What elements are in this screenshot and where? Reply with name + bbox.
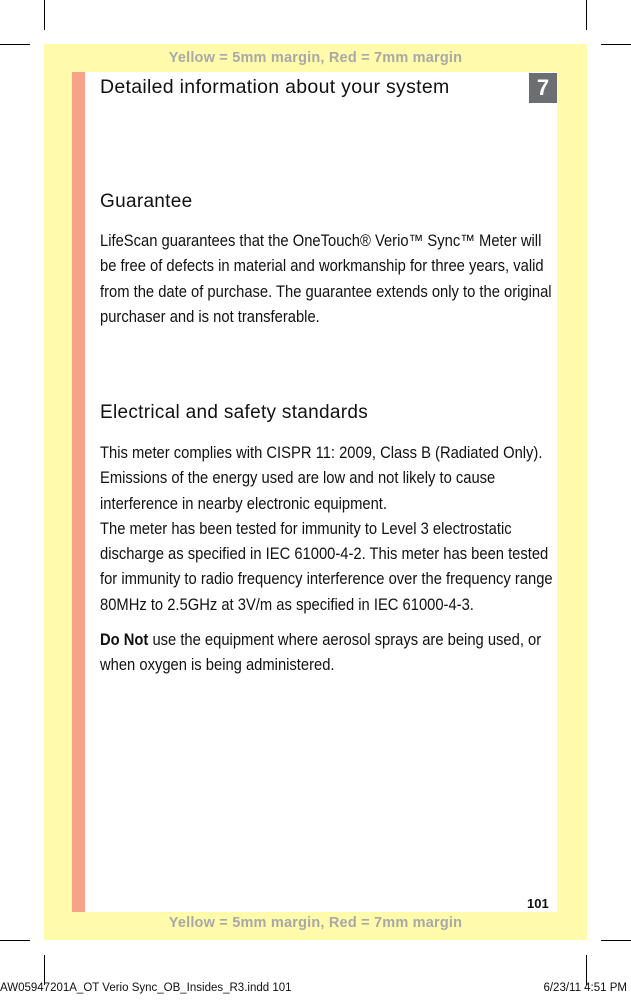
warning-text: use the equipment where aerosol sprays are being used, or when oxygen is being administered. (100, 631, 542, 675)
warning-paragraph (100, 628, 559, 679)
crop-mark (44, 0, 45, 30)
page-number: 101 (527, 896, 549, 911)
guarantee-text (100, 229, 559, 330)
crop-mark (601, 940, 631, 941)
warning-keyword: Do Not (100, 631, 149, 650)
margin-note-top: Yellow = 5mm margin, Red = 7mm margin (168, 50, 463, 66)
page-header-title: Detailed information about your system (100, 76, 450, 98)
slug-date: 6/23/11 4:51 PM (543, 982, 627, 994)
crop-mark (601, 44, 631, 45)
slug-filename: AW05947201A_OT Verio Sync_OB_Insides_R3.indd 101 (0, 982, 292, 994)
guarantee-heading: Guarantee (100, 191, 193, 212)
electrical-paragraph-1: This meter complies with CISPR 11: 2009, Class B (Radiated Only). Emissions of the energy used are low and not likely to cause interference in nearby electronic equipment. (100, 444, 543, 513)
margin-note-bottom: Yellow = 5mm margin, Red = 7mm margin (168, 915, 463, 931)
crop-mark (0, 940, 30, 941)
crop-mark (586, 955, 587, 985)
electrical-heading: Electrical and safety standards (100, 402, 369, 423)
electrical-paragraph-2: The meter has been tested for immunity to Level 3 electrostatic discharge as specified in IEC 61000-4-2. This meter has been tested for immunity to radio frequency interference over the frequency range 80MHz to 2.5GHz at 3V/m as specified in IEC 61000-4-3. (100, 519, 553, 614)
guarantee-paragraph: LifeScan guarantees that the OneTouch® Verio™ Sync™ Meter will be free of defects in material and workmanship for three years, valid from the date of purchase. The guarantee extends only to the original purchaser and is not transferable. (100, 232, 552, 326)
crop-mark (44, 955, 45, 985)
crop-mark (0, 44, 30, 45)
chapter-tab: 7 (529, 73, 557, 103)
red-margin-zone (72, 72, 85, 912)
crop-mark (586, 0, 587, 30)
electrical-text (100, 441, 559, 679)
